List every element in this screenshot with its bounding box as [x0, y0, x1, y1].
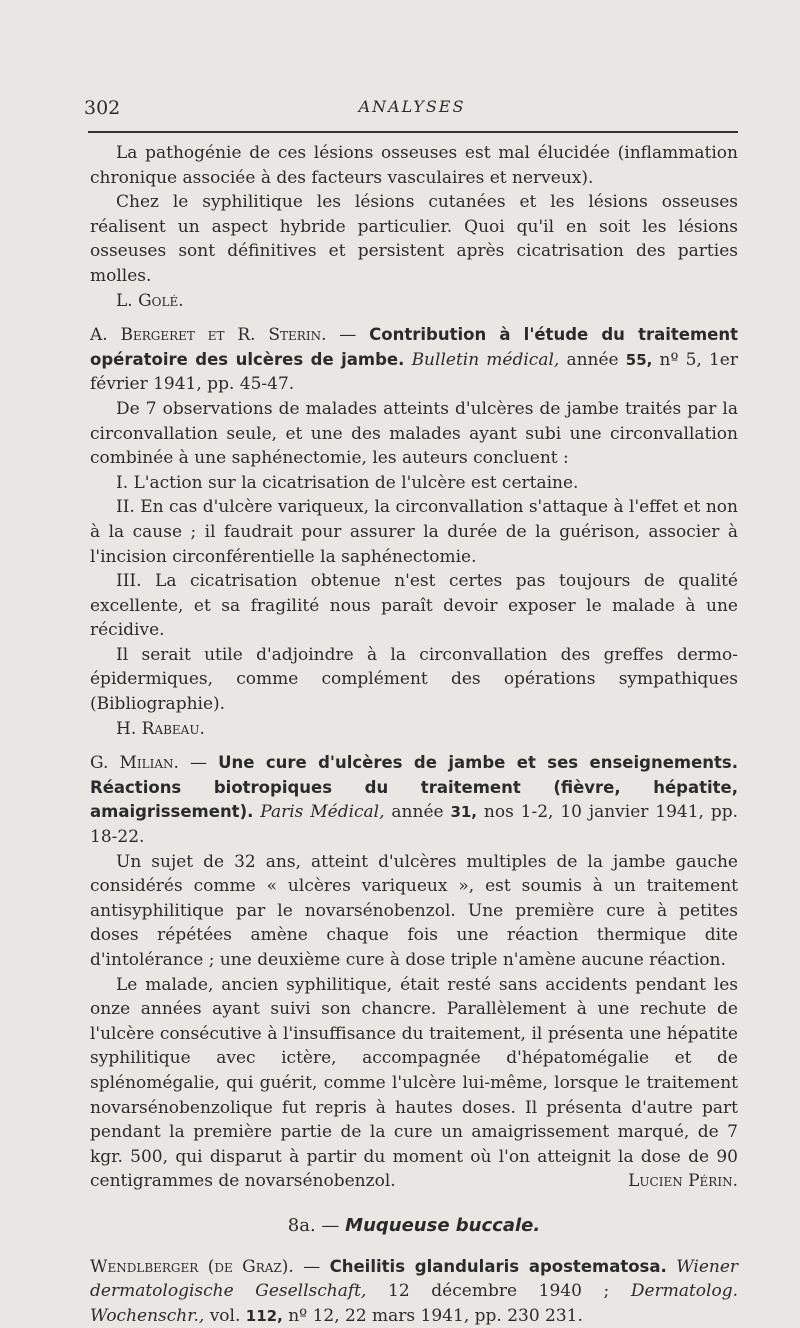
entry-citation-pre: vol.	[209, 1305, 241, 1326]
entry-heading	[90, 1255, 738, 1328]
entry-heading	[90, 323, 738, 397]
review-entry	[90, 751, 738, 1194]
paragraph-text: Le malade, ancien syphilitique, était resté sans accidents pendant les onze années ayant suivi son chancre. Parallèlement à une rechute de l'ulcère consécutive à l'insuffisance du traitement, il présenta une hépatite syphilitique avec ictère, accompagnée d'hépatomégalie et de splénomégalie, qui guérit, comme l'ulcère lui-même, lorsque le traitement novarsénobenzolique fut repris à hautes doses. Il présenta d'autre part pendant la première partie de la cure un amaigrissement marqué, de 7 kgr. 500, qui disparut à partir du moment où l'on atteignit la dose de 90 centigrammes de novarsénobenzol.	[90, 974, 738, 1192]
entry-authors: Wendlberger (de Graz). —	[90, 1256, 321, 1277]
paragraph: Chez le syphilitique les lésions cutanées et les lésions osseuses réalisent un aspect hybride particulier. Quoi qu'il en soit les lésions osseuses sont définitives et persistent après cicatrisation des parties molles.	[90, 192, 738, 286]
entry-authors: G. Milian. —	[90, 753, 207, 774]
signature: H. Rabeau.	[116, 718, 205, 739]
entry-title: Cheilitis glandularis apostematosa.	[329, 1256, 667, 1276]
list-item: I. L'action sur la cicatrisation de l'ulcère est certaine.	[116, 472, 579, 493]
entry-heading	[90, 751, 738, 849]
signature: Lucien Périn.	[628, 1171, 738, 1192]
page-header	[84, 97, 740, 121]
running-title: ANALYSES	[358, 97, 466, 116]
entry-volume: 31,	[450, 803, 478, 822]
entry-journal: Dermatolog. Wochenschr.,	[90, 1281, 738, 1326]
page-content	[90, 141, 738, 1328]
paragraph	[90, 973, 738, 1194]
paragraph: La pathogénie de ces lésions osseuses est mal élucidée (inflammation chronique associée à des facteurs vasculaires et nerveux).	[90, 143, 738, 188]
entry-citation: nº 5, 1er février 1941, pp. 45-47.	[90, 349, 738, 395]
entry-date: 12 décembre 1940 ;	[388, 1281, 610, 1302]
entry-title: Contribution à l'étude du traitement opératoire des ulcères de jambe.	[90, 325, 738, 369]
page-number: 302	[84, 97, 121, 119]
section-title: Muqueuse buccale.	[345, 1214, 541, 1236]
entry-journal: Paris Médical,	[260, 802, 385, 823]
list-item: III. La cicatrisation obtenue n'est certes pas toujours de qualité excellente, et sa fragilité nous paraît devoir exposer le malade à une récidive.	[90, 571, 738, 641]
entry-authors: A. Bergeret et R. Sterin. —	[90, 325, 357, 346]
list-item: II. En cas d'ulcère variqueux, la circonvallation s'attaque à l'effet et non à la cause ; il faudrait pour assurer la durée de la guérison, associer à l'incision circonférentielle la saphénectomie.	[90, 497, 738, 567]
review-entry	[90, 323, 738, 741]
paragraph: Il serait utile d'adjoindre à la circonvallation des greffes dermo-épidermiques, comme complément des opérations sympathiques (Bibliographie).	[90, 644, 738, 715]
section-heading	[90, 1214, 738, 1239]
entry-journal: Bulletin médical,	[411, 349, 560, 370]
entry-citation: nº 12, 22 mars 1941, pp. 230 231.	[288, 1305, 583, 1326]
review-entry	[90, 1255, 738, 1328]
entry-volume: 55,	[625, 350, 653, 369]
entry-journal: Wiener dermatologische Gesellschaft,	[90, 1256, 739, 1302]
entry-citation-pre: année	[391, 802, 444, 823]
entry-title: Une cure d'ulcères de jambe et ses enseignements. Réactions biotropiques du traitement (fièvre, hépatite, amaigrissement).	[90, 753, 738, 822]
entry-volume: 112,	[245, 1306, 283, 1325]
header-rule	[88, 131, 738, 133]
paragraph: Un sujet de 32 ans, atteint d'ulcères multiples de la jambe gauche considérés comme « ulcères variqueux », est soumis à un traitement antisyphilitique par le novarsénobenzol. Une première cure à petites doses répétées amène chaque fois une réaction thermique dite d'intolérance ; une deuxième cure à dose triple n'amène aucune réaction.	[90, 851, 738, 970]
signature: L. Golé.	[116, 290, 184, 311]
entry-citation-pre: année	[566, 349, 619, 370]
section-number: 8a. —	[287, 1214, 340, 1236]
paragraph: De 7 observations de malades atteints d'ulcères de jambe traités par la circonvallation seule, et une des malades ayant subi une circonvallation combinée à une saphénectomie, les auteurs concluent :	[90, 398, 738, 469]
entry-citation: nos 1-2, 10 janvier 1941, pp. 18-22.	[90, 802, 738, 848]
